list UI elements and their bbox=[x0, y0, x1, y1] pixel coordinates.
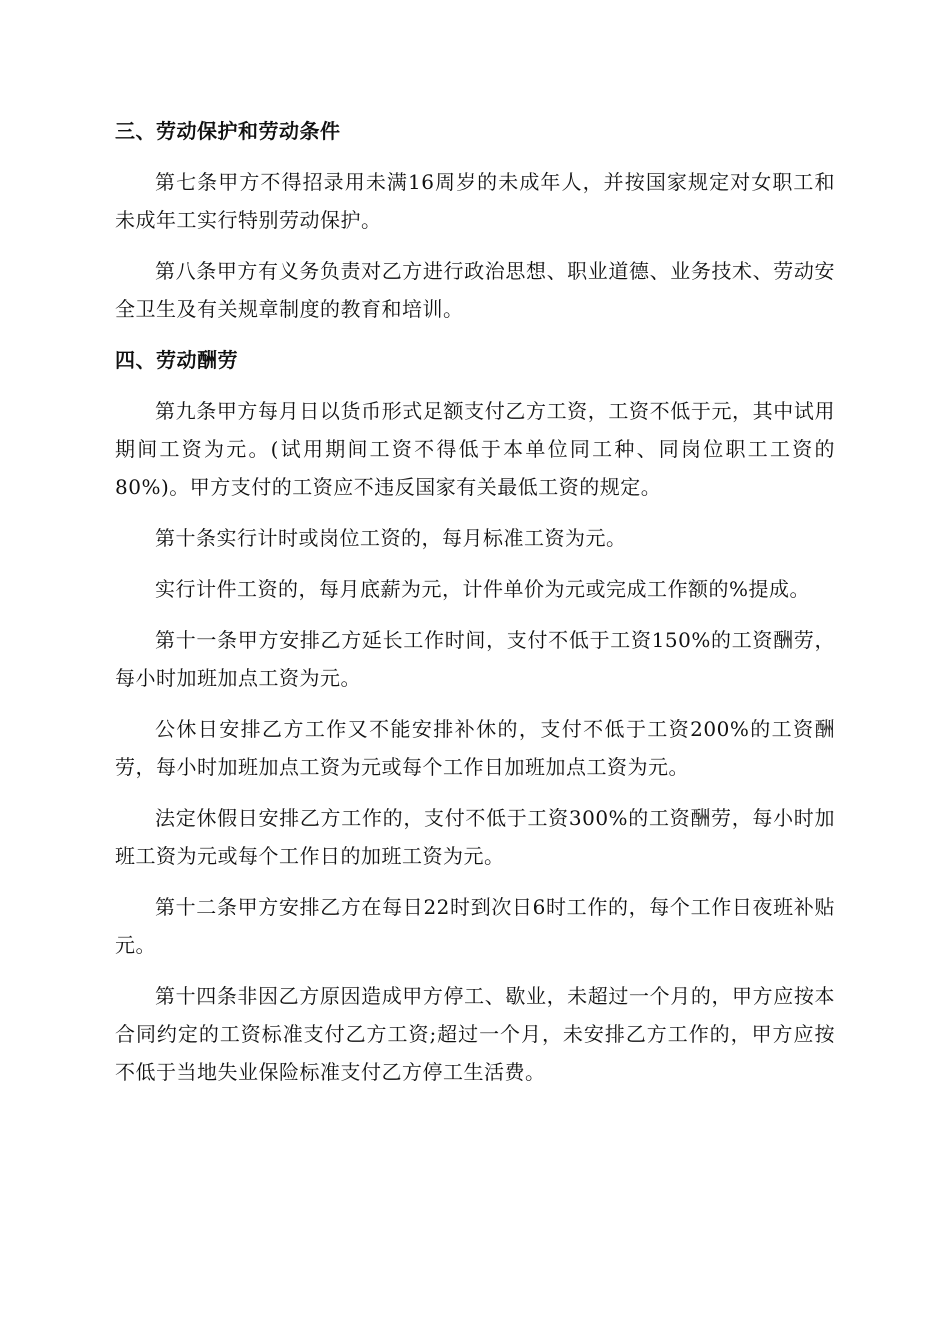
holiday-overtime-paragraph: 法定休假日安排乙方工作的，支付不低于工资300%的工资酬劳，每小时加班工资为元或每个工作日的加班工资为元。 bbox=[115, 806, 835, 868]
section-heading: 四、劳动酬劳 bbox=[115, 348, 238, 372]
section-heading: 三、劳动保护和劳动条件 bbox=[115, 119, 341, 143]
article-10: 第十条实行计时或岗位工资的，每月标准工资为元。 bbox=[155, 526, 627, 550]
section-labor-protection bbox=[115, 112, 835, 328]
article-8: 第八条甲方有义务负责对乙方进行政治思想、职业道德、业务技术、劳动安全卫生及有关规章制度的教育和培训。 bbox=[115, 259, 835, 321]
article-11: 第十一条甲方安排乙方延长工作时间，支付不低于工资150%的工资酬劳，每小时加班加点工资为元。 bbox=[115, 628, 835, 690]
article-12: 第十二条甲方安排乙方在每日22时到次日6时工作的，每个工作日夜班补贴元。 bbox=[115, 895, 835, 957]
article-7: 第七条甲方不得招录用未满16周岁的未成年人，并按国家规定对女职工和未成年工实行特别劳动保护。 bbox=[115, 170, 835, 232]
rest-day-overtime-paragraph: 公休日安排乙方工作又不能安排补休的，支付不低于工资200%的工资酬劳，每小时加班加点工资为元或每个工作日加班加点工资为元。 bbox=[115, 717, 835, 779]
document-page bbox=[115, 112, 835, 1104]
piece-rate-paragraph: 实行计件工资的，每月底薪为元，计件单价为元或完成工作额的%提成。 bbox=[155, 577, 811, 601]
article-14: 第十四条非因乙方原因造成甲方停工、歇业，未超过一个月的，甲方应按本合同约定的工资标准支付乙方工资;超过一个月，未安排乙方工作的，甲方应按不低于当地失业保险标准支付乙方停工生活费。 bbox=[115, 984, 835, 1084]
section-labor-remuneration bbox=[115, 341, 835, 1091]
article-9: 第九条甲方每月日以货币形式足额支付乙方工资，工资不低于元，其中试用期间工资为元。(试用期间工资不得低于本单位同工种、同岗位职工工资的80%)。甲方支付的工资应不违反国家有关最低工资的规定。 bbox=[115, 399, 835, 499]
